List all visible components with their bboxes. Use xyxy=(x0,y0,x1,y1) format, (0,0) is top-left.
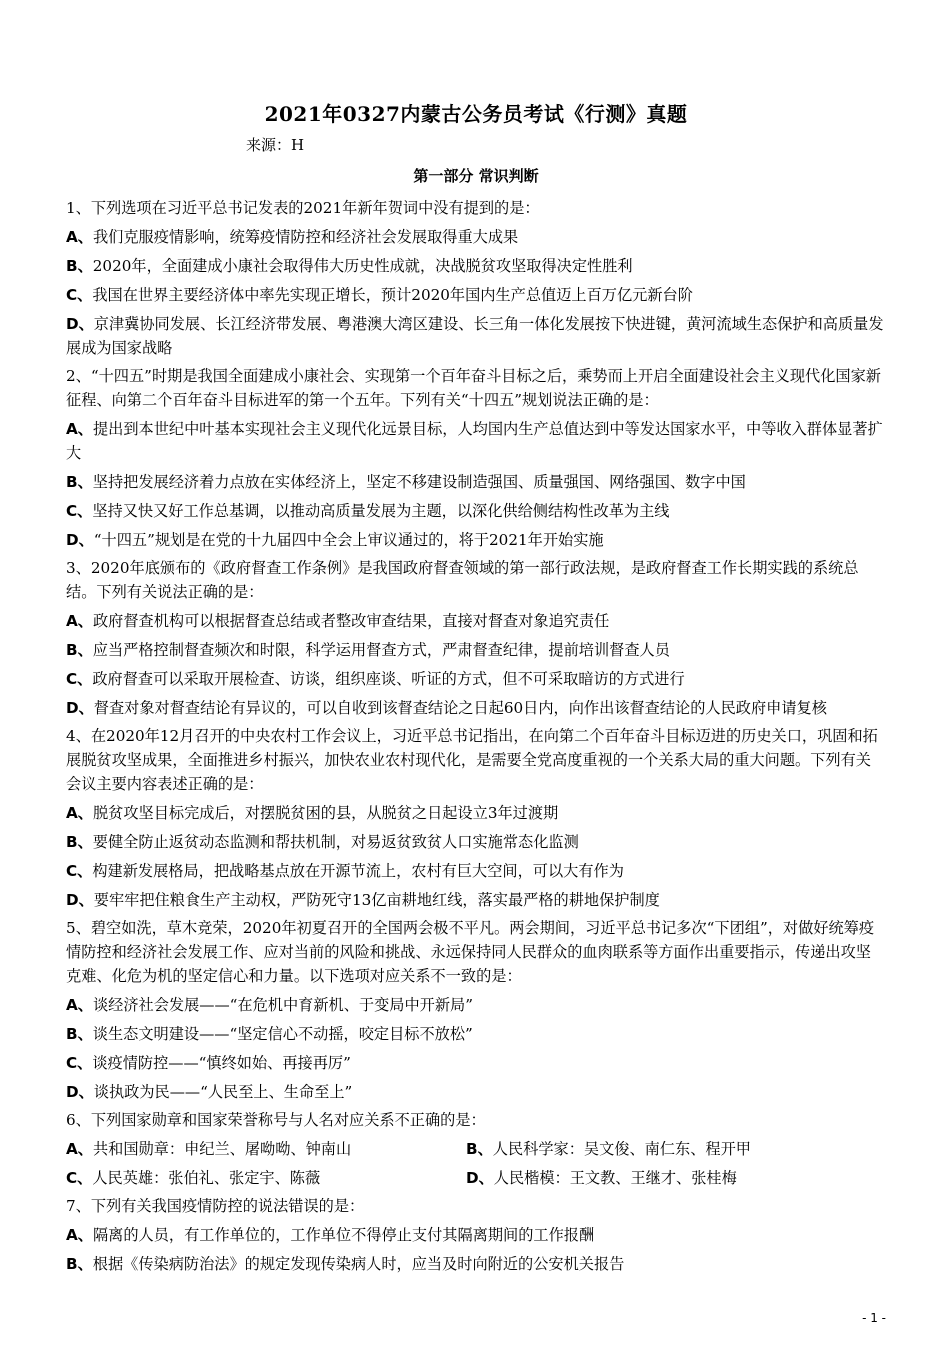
option-text: 人民英雄：张伯礼、张定宇、陈薇 xyxy=(92,1169,321,1187)
option-key: A、 xyxy=(66,804,93,822)
option-text: 谈执政为民——“人民至上、生命至上” xyxy=(93,1083,353,1101)
option-key: C、 xyxy=(66,670,93,688)
question-7-option-a xyxy=(66,1223,886,1247)
option-text: 构建新发展格局，把战略基点放在开源节流上，农村有巨大空间，可以大有作为 xyxy=(92,862,624,880)
question-2-option-d xyxy=(66,528,886,552)
option-text: 要健全防止返贫动态监测和帮扶机制，对易返贫致贫人口实施常态化监测 xyxy=(92,833,579,851)
option-key: C、 xyxy=(66,1169,93,1187)
option-key: B、 xyxy=(66,257,93,275)
option-text: 谈经济社会发展——“在危机中育新机、于变局中开新局” xyxy=(92,996,473,1014)
question-2-stem: 2、“十四五”时期是我国全面建成小康社会、实现第一个百年奋斗目标之后，乘势而上开启全面建设社会主义现代化国家新征程、向第二个百年奋斗目标进军的第一个五年。下列有关“十四五”规划说法正确的是： xyxy=(66,367,881,409)
option-text: 坚持又快又好工作总基调，以推动高质量发展为主题，以深化供给侧结构性改革为主线 xyxy=(92,502,670,520)
section-heading: 第一部分 常识判断 xyxy=(413,167,539,185)
question-6-option-c xyxy=(66,1166,466,1190)
question-3-option-d xyxy=(66,696,886,720)
option-text: 2020年，全面建成小康社会取得伟大历史性成就，决战脱贫攻坚取得决定性胜利 xyxy=(92,257,633,275)
question-4-option-a xyxy=(66,801,886,825)
question-2-option-c xyxy=(66,499,886,523)
option-text: 要牢牢把住粮食生产主动权，严防死守13亿亩耕地红线，落实最严格的耕地保护制度 xyxy=(93,891,660,909)
option-text: 人民楷模：王文教、王继才、张桂梅 xyxy=(493,1169,737,1187)
question-4-option-b xyxy=(66,830,886,854)
question-5-option-b xyxy=(66,1022,886,1046)
option-text: 谈生态文明建设——“坚定信心不动摇，咬定目标不放松” xyxy=(92,1025,473,1043)
question-3-option-c xyxy=(66,667,886,691)
option-key: D、 xyxy=(66,1083,94,1101)
option-key: C、 xyxy=(66,286,93,304)
option-text: 谈疫情防控——“慎终如始、再接再厉” xyxy=(92,1054,351,1072)
question-list xyxy=(66,192,886,1276)
option-text: 提出到本世纪中叶基本实现社会主义现代化远景目标，人均国内生产总值达到中等发达国家水平，中等收入群体显著扩大 xyxy=(66,420,883,462)
question-5-option-d xyxy=(66,1080,886,1104)
question-1-option-b xyxy=(66,254,886,278)
option-key: D、 xyxy=(66,699,94,717)
document-title: 2021年0327内蒙古公务员考试《行测》真题 xyxy=(264,102,688,126)
option-key: C、 xyxy=(66,502,93,520)
question-2-option-a xyxy=(66,417,886,465)
question-4-option-d xyxy=(66,888,886,912)
option-key: A、 xyxy=(66,1226,93,1244)
option-text: “十四五”规划是在党的十九届四中全会上审议通过的，将于2021年开始实施 xyxy=(93,531,604,549)
question-5-option-c xyxy=(66,1051,886,1075)
question-5-stem: 5、碧空如洗，草木竞荣，2020年初夏召开的全国两会极不平凡。两会期间，习近平总书记多次“下团组”，对做好统筹疫情防控和经济社会发展工作、应对当前的风险和挑战、永远保持同人民群众的血肉联系等方面作出重要指示，传递出攻坚克难、化危为机的坚定信心和力量。以下选项对应关系不一致的是： xyxy=(66,919,875,985)
option-key: A、 xyxy=(66,228,93,246)
option-key: C、 xyxy=(66,862,93,880)
option-key: A、 xyxy=(66,1140,93,1158)
option-key: B、 xyxy=(66,1025,93,1043)
option-key: D、 xyxy=(66,891,94,909)
option-key: A、 xyxy=(66,612,93,630)
page-number: - 1 - xyxy=(862,1311,886,1325)
question-7-stem: 7、下列有关我国疫情防控的说法错误的是： xyxy=(66,1197,365,1215)
question-6-option-row xyxy=(66,1137,886,1161)
option-text: 政府督查机构可以根据督查总结或者整改审查结果，直接对督查对象追究责任 xyxy=(92,612,610,630)
source-line: 来源：H xyxy=(246,136,305,154)
option-text: 我国在世界主要经济体中率先实现正增长，预计2020年国内生产总值迈上百万亿元新台阶 xyxy=(92,286,693,304)
question-1-option-a xyxy=(66,225,886,249)
option-key: A、 xyxy=(66,996,93,1014)
question-7-option-b xyxy=(66,1252,886,1276)
option-key: B、 xyxy=(66,833,93,851)
question-6-option-d xyxy=(466,1166,866,1190)
question-2-option-b xyxy=(66,470,886,494)
question-1-stem: 1、下列选项在习近平总书记发表的2021年新年贺词中没有提到的是： xyxy=(66,199,540,217)
question-3-option-b xyxy=(66,638,886,662)
option-text: 脱贫攻坚目标完成后，对摆脱贫困的县，从脱贫之日起设立3年过渡期 xyxy=(92,804,559,822)
question-1-option-d xyxy=(66,312,886,360)
question-6-option-row xyxy=(66,1166,886,1190)
option-text: 坚持把发展经济着力点放在实体经济上，坚定不移建设制造强国、质量强国、网络强国、数字中国 xyxy=(92,473,746,491)
option-key: B、 xyxy=(466,1140,493,1158)
question-5-option-a xyxy=(66,993,886,1017)
option-text: 京津冀协同发展、长江经济带发展、粤港澳大湾区建设、长三角一体化发展按下快进键，黄河流域生态保护和高质量发展成为国家战略 xyxy=(66,315,884,357)
question-1-option-c xyxy=(66,283,886,307)
option-text: 应当严格控制督查频次和时限，科学运用督查方式，严肃督查纪律，提前培训督查人员 xyxy=(92,641,670,659)
option-text: 根据《传染病防治法》的规定发现传染病人时，应当及时向附近的公安机关报告 xyxy=(92,1255,625,1273)
option-text: 我们克服疫情影响，统筹疫情防控和经济社会发展取得重大成果 xyxy=(92,228,519,246)
option-key: B、 xyxy=(66,1255,93,1273)
option-key: D、 xyxy=(66,315,94,333)
option-key: B、 xyxy=(66,473,93,491)
question-6-option-a xyxy=(66,1137,466,1161)
option-text: 督查对象对督查结论有异议的，可以自收到该督查结论之日起60日内，向作出该督查结论的人民政府申请复核 xyxy=(93,699,827,717)
question-6-stem: 6、下列国家勋章和国家荣誉称号与人名对应关系不正确的是： xyxy=(66,1111,486,1129)
option-text: 人民科学家：吴文俊、南仁东、程开甲 xyxy=(492,1140,751,1158)
option-text: 隔离的人员，有工作单位的，工作单位不得停止支付其隔离期间的工作报酬 xyxy=(92,1226,595,1244)
question-3-stem: 3、2020年底颁布的《政府督查工作条例》是我国政府督查领域的第一部行政法规，是政府督查工作长期实践的系统总结。下列有关说法正确的是： xyxy=(66,559,859,601)
option-key: D、 xyxy=(66,531,94,549)
option-key: D、 xyxy=(466,1169,494,1187)
option-key: C、 xyxy=(66,1054,93,1072)
question-4-stem: 4、在2020年12月召开的中央农村工作会议上，习近平总书记指出，在向第二个百年奋斗目标迈进的历史关口，巩固和拓展脱贫攻坚成果，全面推进乡村振兴，加快农业农村现代化，是需要全党高度重视的一个关系大局的重大问题。下列有关会议主要内容表述正确的是： xyxy=(66,727,878,793)
question-4-option-c xyxy=(66,859,886,883)
option-key: B、 xyxy=(66,641,93,659)
question-3-option-a xyxy=(66,609,886,633)
option-text: 政府督查可以采取开展检查、访谈，组织座谈、听证的方式，但不可采取暗访的方式进行 xyxy=(92,670,685,688)
option-key: A、 xyxy=(66,420,93,438)
option-text: 共和国勋章：申纪兰、屠呦呦、钟南山 xyxy=(92,1140,352,1158)
question-6-option-b xyxy=(466,1137,866,1161)
